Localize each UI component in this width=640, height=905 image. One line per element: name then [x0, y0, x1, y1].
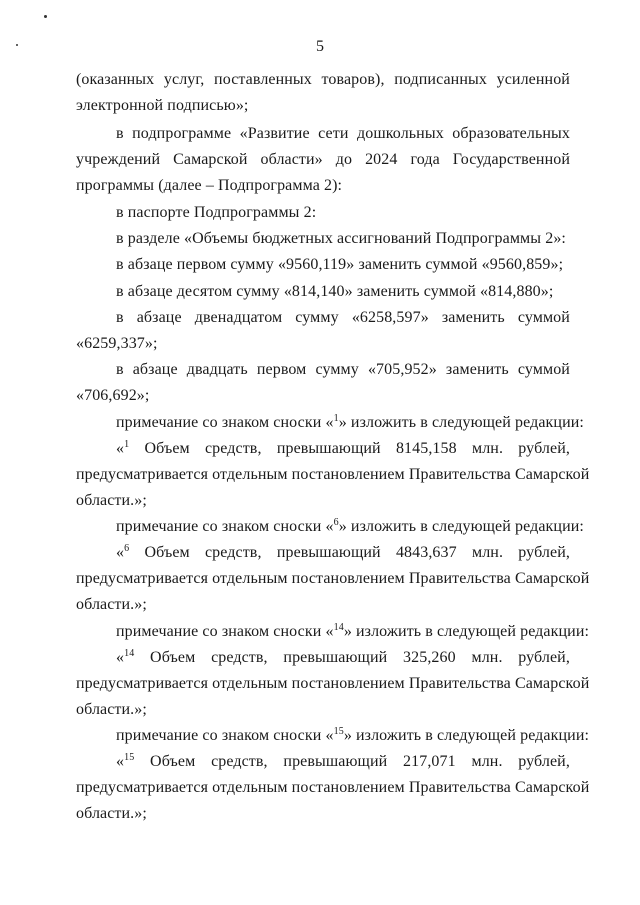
- word: суммой: [517, 361, 570, 378]
- footnote-note-line: [116, 726, 589, 746]
- text-line: [116, 308, 570, 328]
- note-text: примечание со знаком сноски «: [116, 623, 334, 640]
- word: года: [410, 151, 440, 168]
- word: 217,071: [403, 753, 456, 770]
- word: рублей,: [518, 649, 570, 666]
- footnote-mark: 6: [124, 543, 130, 554]
- page-number: 5: [316, 38, 324, 55]
- word: двадцать: [186, 361, 248, 378]
- quoted-text-line: [116, 752, 570, 772]
- text-line: в разделе «Объемы бюджетных ассигнований Подпрограммы 2»:: [116, 230, 566, 247]
- word: в: [116, 309, 124, 326]
- word: превышающий: [283, 649, 388, 666]
- quoted-text-line: [116, 543, 570, 563]
- quote-open: «$^6$: [116, 543, 130, 561]
- word: абзаце: [136, 309, 182, 326]
- word: превышающий: [276, 440, 381, 457]
- text-line: предусматривается отдельным постановлением Правительства Самарской: [76, 570, 590, 587]
- word: Объем: [150, 649, 196, 666]
- quote-open: «$^{15}$: [116, 752, 135, 770]
- note-text: » изложить в следующей редакции:: [338, 518, 584, 535]
- text-line: программы (далее – Подпрограмма 2):: [76, 177, 343, 194]
- word: превышающий: [276, 544, 381, 561]
- word: млн.: [471, 753, 503, 770]
- word: Объем: [150, 753, 196, 770]
- word: области»: [260, 151, 323, 168]
- word: двенадцатом: [194, 309, 283, 326]
- word: средств,: [204, 440, 262, 457]
- text-line: [76, 70, 570, 90]
- text-line: в паспорте Подпрограммы 2:: [116, 204, 317, 221]
- word: «705,952»: [367, 361, 437, 378]
- footnote-note-line: [116, 622, 589, 642]
- text-line: электронной подписью»;: [76, 97, 249, 114]
- quoted-text-line: [116, 439, 570, 459]
- word: образовательных: [452, 125, 570, 142]
- text-line: в абзаце первом сумму «9560,119» заменить суммой «9560,859»;: [116, 256, 564, 273]
- word: 8145,158: [395, 440, 457, 457]
- word: подпрограмме: [132, 125, 232, 142]
- word: превышающий: [283, 753, 388, 770]
- text-line: [116, 124, 570, 144]
- word: дошкольных: [356, 125, 444, 142]
- text-line: области.»;: [76, 492, 147, 509]
- quote-open: «$^1$: [116, 439, 130, 457]
- word: рублей,: [518, 753, 570, 770]
- footnote-note-line: [116, 517, 584, 537]
- note-text: » изложить в следующей редакции:: [338, 414, 584, 431]
- word: в: [116, 361, 124, 378]
- word: средств,: [211, 753, 268, 770]
- word: «Развитие: [239, 125, 310, 142]
- footnote-mark: 15: [124, 752, 135, 763]
- word: «6258,597»: [351, 309, 429, 326]
- word: млн.: [471, 649, 503, 666]
- note-text: примечание со знаком сноски «: [116, 414, 334, 431]
- word: подписанных: [394, 71, 487, 88]
- text-line: предусматривается отдельным постановлением Правительства Самарской: [76, 466, 590, 483]
- word: Объем: [144, 544, 190, 561]
- word: первом: [256, 361, 307, 378]
- word: рублей,: [518, 440, 570, 457]
- text-line: [116, 360, 570, 380]
- word: поставленных: [214, 71, 312, 88]
- text-line: в абзаце десятом сумму «814,140» заменить суммой «814,880»;: [116, 283, 554, 300]
- footnote-mark: 1: [333, 413, 339, 424]
- word: средств,: [204, 544, 262, 561]
- word: 2024: [365, 151, 398, 168]
- word: до: [335, 151, 353, 168]
- word: услуг,: [163, 71, 205, 88]
- word: заменить: [445, 361, 509, 378]
- text-line: области.»;: [76, 805, 147, 822]
- text-line: области.»;: [76, 701, 147, 718]
- text-line: «706,692»;: [76, 387, 150, 404]
- word: 4843,637: [395, 544, 457, 561]
- footnote-mark: 6: [333, 517, 339, 528]
- footnote-mark: 14: [124, 648, 135, 659]
- word: товаров),: [321, 71, 385, 88]
- quote-open: «$^{14}$: [116, 648, 135, 666]
- word: сумму: [315, 361, 359, 378]
- word: суммой: [517, 309, 570, 326]
- word: сети: [318, 125, 349, 142]
- word: средств,: [211, 649, 268, 666]
- word: Самарской: [173, 151, 248, 168]
- word: 325,260: [403, 649, 456, 666]
- word: заменить: [441, 309, 505, 326]
- footnote-mark: 1: [124, 439, 130, 450]
- word: учреждений: [76, 151, 161, 168]
- word: Государственной: [452, 151, 570, 168]
- word: (оказанных: [76, 71, 155, 88]
- text-line: предусматривается отдельным постановлением Правительства Самарской: [76, 779, 590, 796]
- note-text: » изложить в следующей редакции:: [343, 623, 590, 640]
- word: сумму: [295, 309, 339, 326]
- note-text: примечание со знаком сноски «: [116, 727, 334, 744]
- word: млн.: [471, 440, 504, 457]
- word: млн.: [471, 544, 504, 561]
- scan-speck: [44, 15, 47, 18]
- word: в: [116, 125, 124, 142]
- footnote-mark: 14: [333, 622, 344, 633]
- footnote-note-line: [116, 413, 584, 433]
- text-line: предусматривается отдельным постановлением Правительства Самарской: [76, 675, 590, 692]
- word: Объем: [144, 440, 190, 457]
- word: усиленной: [496, 71, 570, 88]
- footnote-mark: 15: [333, 726, 344, 737]
- quoted-text-line: [116, 648, 570, 668]
- text-line: области.»;: [76, 596, 147, 613]
- text-line: [76, 150, 570, 170]
- word: рублей,: [518, 544, 570, 561]
- word: абзаце: [132, 361, 178, 378]
- note-text: » изложить в следующей редакции:: [343, 727, 590, 744]
- note-text: примечание со знаком сноски «: [116, 518, 334, 535]
- text-line: «6259,337»;: [76, 335, 158, 352]
